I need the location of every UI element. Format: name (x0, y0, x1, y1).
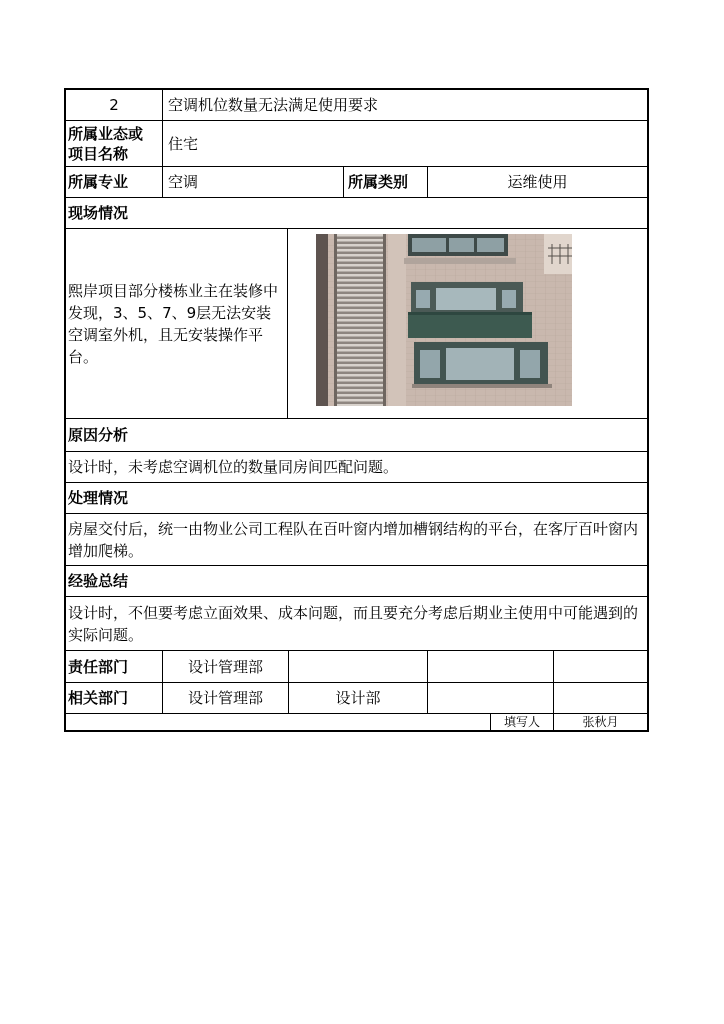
business-label (68, 121, 162, 166)
table-border (427, 650, 428, 713)
business-label-line1: 所属业态或 (68, 124, 144, 143)
business-label-line2: 项目名称 (68, 144, 129, 163)
summary-text: 设计时，不但要考虑立面效果、成本问题，而且要充分考虑后期业主使用中可能遇到的实际问题。 (68, 603, 639, 644)
site-heading: 现场情况 (68, 204, 129, 222)
category-label: 所属类别 (348, 173, 409, 191)
filler-name: 张秋月 (582, 715, 619, 729)
specialty-value: 空调 (168, 173, 199, 191)
case-title: 空调机位数量无法满足使用要求 (168, 96, 379, 114)
filler-label: 填写人 (503, 715, 540, 729)
cause-text: 设计时，未考虑空调机位的数量同房间匹配问题。 (68, 458, 399, 476)
summary-heading: 经验总结 (68, 572, 129, 590)
handling-text: 房屋交付后，统一由物业公司工程队在百叶窗内增加槽钢结构的平台，在客厅百叶窗内增加爬梯。 (68, 519, 639, 560)
handling-heading: 处理情况 (68, 489, 129, 507)
related-dept-value-2: 设计部 (335, 689, 381, 707)
related-dept-label: 相关部门 (68, 689, 129, 707)
cause-heading: 原因分析 (68, 426, 129, 444)
table-border (287, 228, 288, 418)
table-border (553, 650, 554, 713)
building-facade-photo (316, 234, 572, 406)
table-border (64, 730, 649, 732)
business-value: 住宅 (168, 134, 199, 153)
responsible-dept-value: 设计管理部 (187, 657, 263, 676)
responsible-dept-label: 责任部门 (68, 657, 129, 676)
table-border (647, 88, 649, 731)
specialty-label: 所属专业 (68, 173, 129, 191)
related-dept-value-1: 设计管理部 (187, 689, 263, 707)
site-description: 熙岸项目部分楼栋业主在装修中发现，3、5、7、9层无法安装空调室外机，且无安装操作平台。 (68, 281, 279, 366)
category-value: 运维使用 (507, 173, 568, 191)
table-border (162, 88, 163, 197)
case-number: 2 (109, 96, 119, 114)
table-border (343, 166, 344, 197)
table-border (64, 88, 66, 731)
